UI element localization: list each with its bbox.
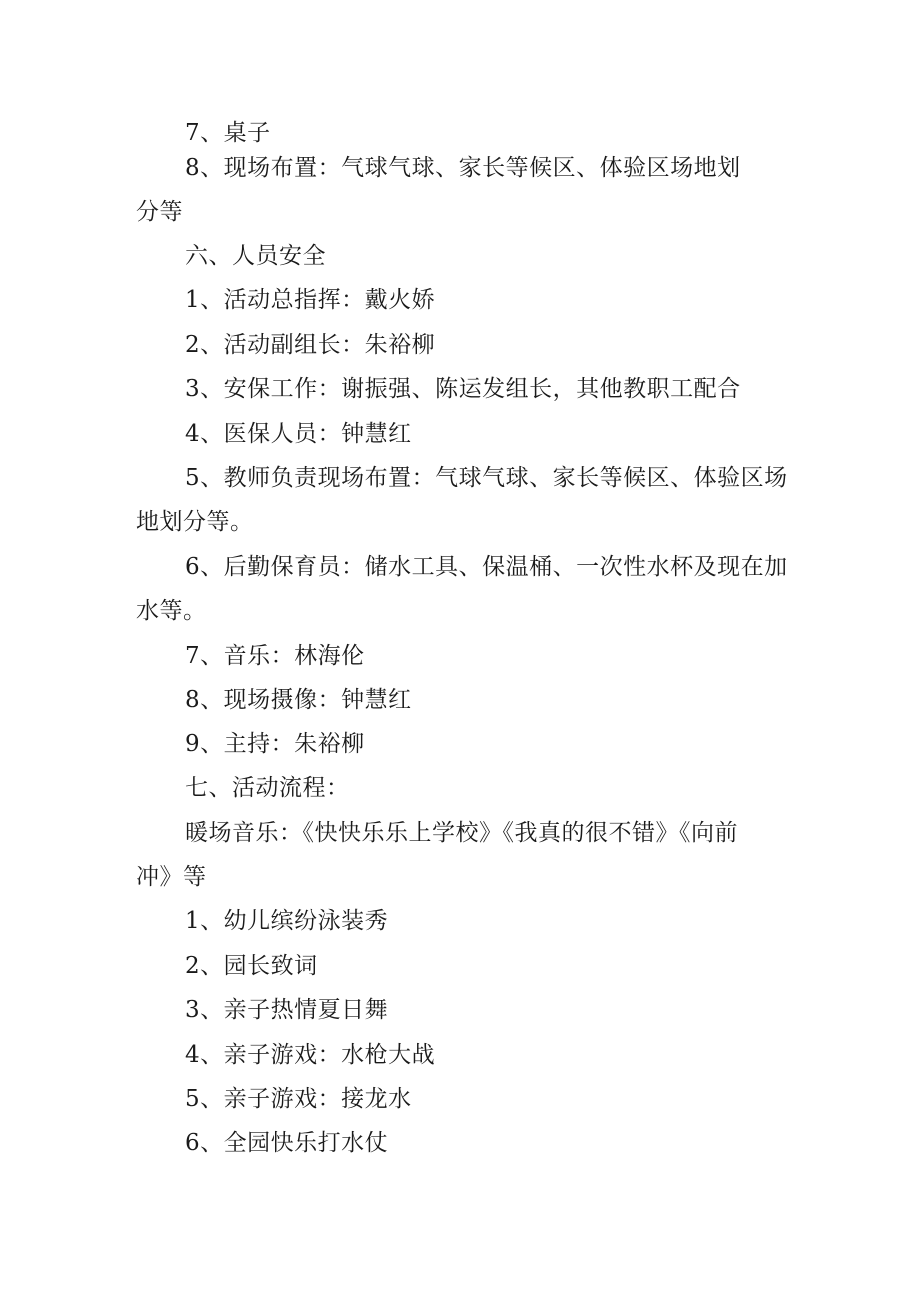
list-item-water-gun-game: 4、亲子游戏：水枪大战 [185, 1042, 436, 1068]
list-item-deputy-leader: 2、活动副组长：朱裕柳 [185, 332, 436, 358]
list-item-photography: 8、现场摄像：钟慧红 [185, 687, 412, 713]
list-item-venue-setup: 8、现场布置：气球气球、家长等候区、体验区场地划 [185, 155, 741, 181]
list-item-table: 7、桌子 [185, 120, 271, 146]
section-heading-personnel-safety: 六、人员安全 [185, 243, 326, 269]
list-item-warmup-music-continued: 冲》等 [136, 864, 207, 890]
list-item-water-relay-game: 5、亲子游戏：接龙水 [185, 1086, 412, 1112]
list-item-venue-setup-continued: 分等 [136, 199, 183, 225]
list-item-host: 9、主持：朱裕柳 [185, 731, 365, 757]
list-item-warmup-music: 暖场音乐：《快快乐乐上学校》《我真的很不错》《向前 [185, 820, 738, 846]
list-item-principal-speech: 2、园长致词 [185, 953, 318, 979]
list-item-logistics: 6、后勤保育员：储水工具、保温桶、一次性水杯及现在加 [185, 554, 788, 580]
list-item-logistics-continued: 水等。 [136, 598, 207, 624]
list-item-music: 7、音乐：林海伦 [185, 643, 365, 669]
list-item-teacher-setup-continued: 地划分等。 [136, 509, 254, 535]
list-item-security: 3、安保工作：谢振强、陈运发组长，其他教职工配合 [185, 376, 741, 402]
list-item-water-fight: 6、全园快乐打水仗 [185, 1130, 389, 1156]
list-item-teacher-setup: 5、教师负责现场布置：气球气球、家长等候区、体验区场 [185, 465, 788, 491]
list-item-medical: 4、医保人员：钟慧红 [185, 421, 412, 447]
list-item-parent-child-dance: 3、亲子热情夏日舞 [185, 997, 389, 1023]
list-item-commander: 1、活动总指挥：戴火娇 [185, 287, 436, 313]
section-heading-activity-flow: 七、活动流程： [185, 775, 350, 801]
list-item-swimsuit-show: 1、幼儿缤纷泳装秀 [185, 908, 389, 934]
